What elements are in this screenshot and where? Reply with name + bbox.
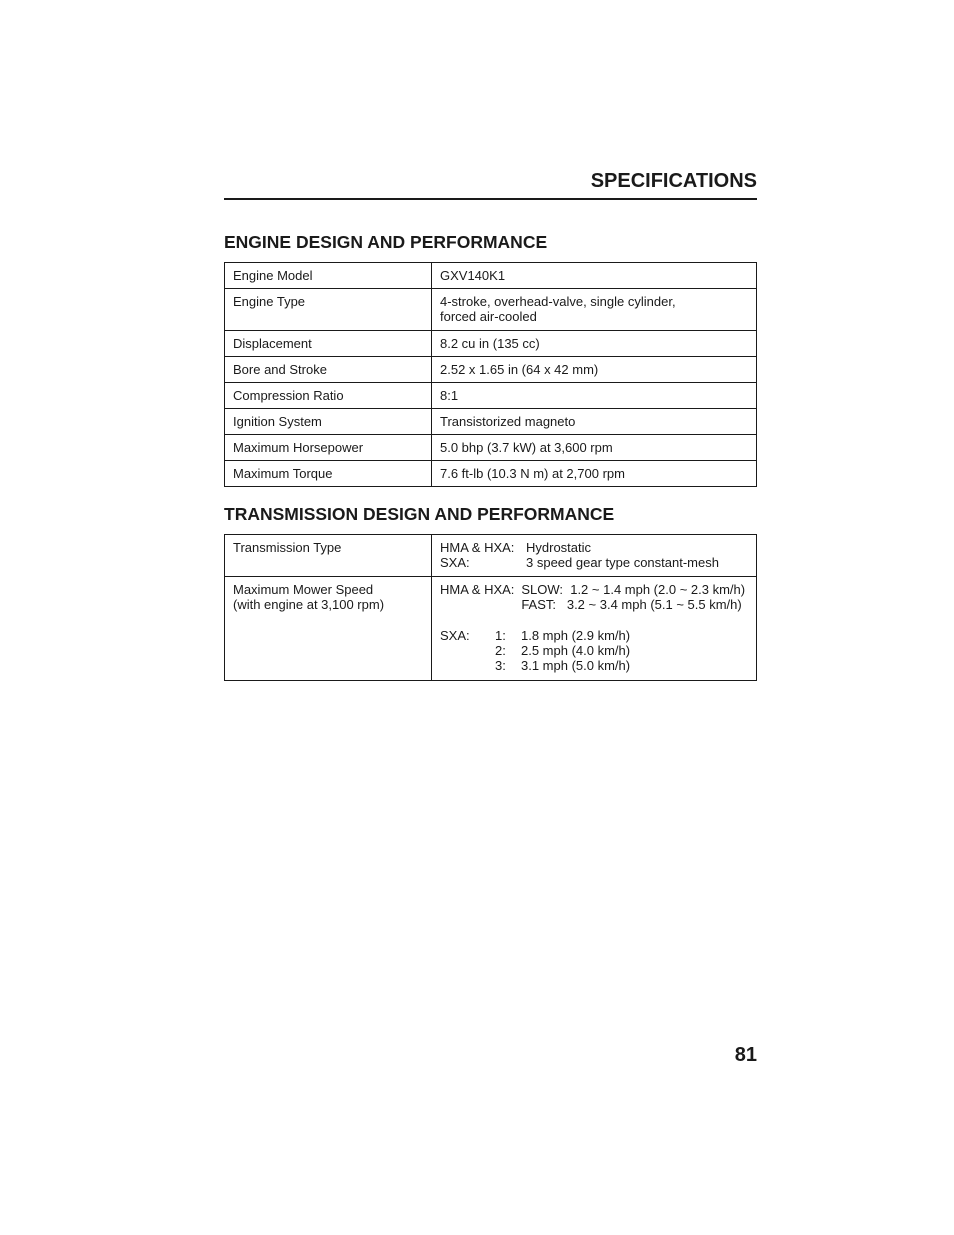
gear-speed-grid	[440, 628, 748, 673]
speed-value: 3.1 mph (5.0 km/h)	[521, 658, 631, 673]
spec-label: Maximum Horsepower	[225, 435, 432, 461]
spec-value	[432, 289, 757, 331]
model-label: HMA & HXA:	[440, 582, 515, 597]
gear-number: 2:	[495, 643, 506, 658]
grid-spacer	[440, 643, 495, 658]
transmission-type-value: 3 speed gear type constant-mesh	[526, 555, 719, 570]
spec-label-line: Maximum Mower Speed	[233, 582, 374, 597]
spec-value: 7.6 ft-lb (10.3 N m) at 2,700 rpm	[432, 461, 757, 487]
engine-spec-table	[224, 262, 757, 487]
title-divider	[224, 198, 757, 200]
speed-value: 1.8 mph (2.9 km/h)	[521, 628, 631, 643]
spec-label: Displacement	[225, 331, 432, 357]
table-row	[225, 289, 757, 331]
spec-value: 2.52 x 1.65 in (64 x 42 mm)	[432, 357, 757, 383]
spec-value: 8:1	[432, 383, 757, 409]
spec-value: GXV140K1	[432, 263, 757, 289]
hydrostatic-speed-grid	[440, 582, 748, 612]
spec-label: Ignition System	[225, 409, 432, 435]
spec-label: Transmission Type	[225, 535, 432, 577]
table-row	[225, 383, 757, 409]
speed-value: FAST: 3.2 ~ 3.4 mph (5.1 ~ 5.5 km/h)	[521, 597, 742, 612]
spec-value	[432, 577, 757, 681]
table-row	[225, 357, 757, 383]
spec-label: Engine Model	[225, 263, 432, 289]
table-row	[225, 409, 757, 435]
spec-value: 8.2 cu in (135 cc)	[432, 331, 757, 357]
speed-value: 2.5 mph (4.0 km/h)	[521, 643, 631, 658]
table-row	[225, 461, 757, 487]
spec-label: Compression Ratio	[225, 383, 432, 409]
spec-value-line: 4-stroke, overhead-valve, single cylinder,	[440, 294, 676, 309]
table-row	[225, 577, 757, 681]
spec-label: Maximum Torque	[225, 461, 432, 487]
page-number: 81	[734, 1044, 757, 1066]
spec-label: Engine Type	[225, 289, 432, 331]
spec-label-line: (with engine at 3,100 rpm)	[233, 597, 385, 612]
table-row	[225, 435, 757, 461]
model-label: SXA:	[440, 628, 470, 643]
transmission-type-value: Hydrostatic	[526, 540, 592, 555]
page-title: SPECIFICATIONS	[590, 170, 757, 192]
table-row	[225, 535, 757, 577]
spec-value: Transistorized magneto	[432, 409, 757, 435]
transmission-type-grid	[440, 540, 748, 570]
transmission-section-heading: TRANSMISSION DESIGN AND PERFORMANCE	[224, 504, 615, 524]
table-row	[225, 331, 757, 357]
transmission-spec-table	[224, 534, 757, 681]
model-label: SXA:	[440, 555, 470, 570]
model-label: HMA & HXA:	[440, 540, 515, 555]
gear-number: 3:	[495, 658, 506, 673]
spec-value: 5.0 bhp (3.7 kW) at 3,600 rpm	[432, 435, 757, 461]
grid-spacer	[440, 658, 495, 673]
grid-spacer	[440, 597, 517, 612]
speed-value: SLOW: 1.2 ~ 1.4 mph (2.0 ~ 2.3 km/h)	[521, 582, 746, 597]
table-row	[225, 263, 757, 289]
spec-value	[432, 535, 757, 577]
gear-number: 1:	[495, 628, 506, 643]
spec-label: Bore and Stroke	[225, 357, 432, 383]
spec-value-line: forced air-cooled	[440, 309, 537, 324]
engine-section-heading: ENGINE DESIGN AND PERFORMANCE	[224, 232, 548, 252]
spec-label	[225, 577, 432, 681]
